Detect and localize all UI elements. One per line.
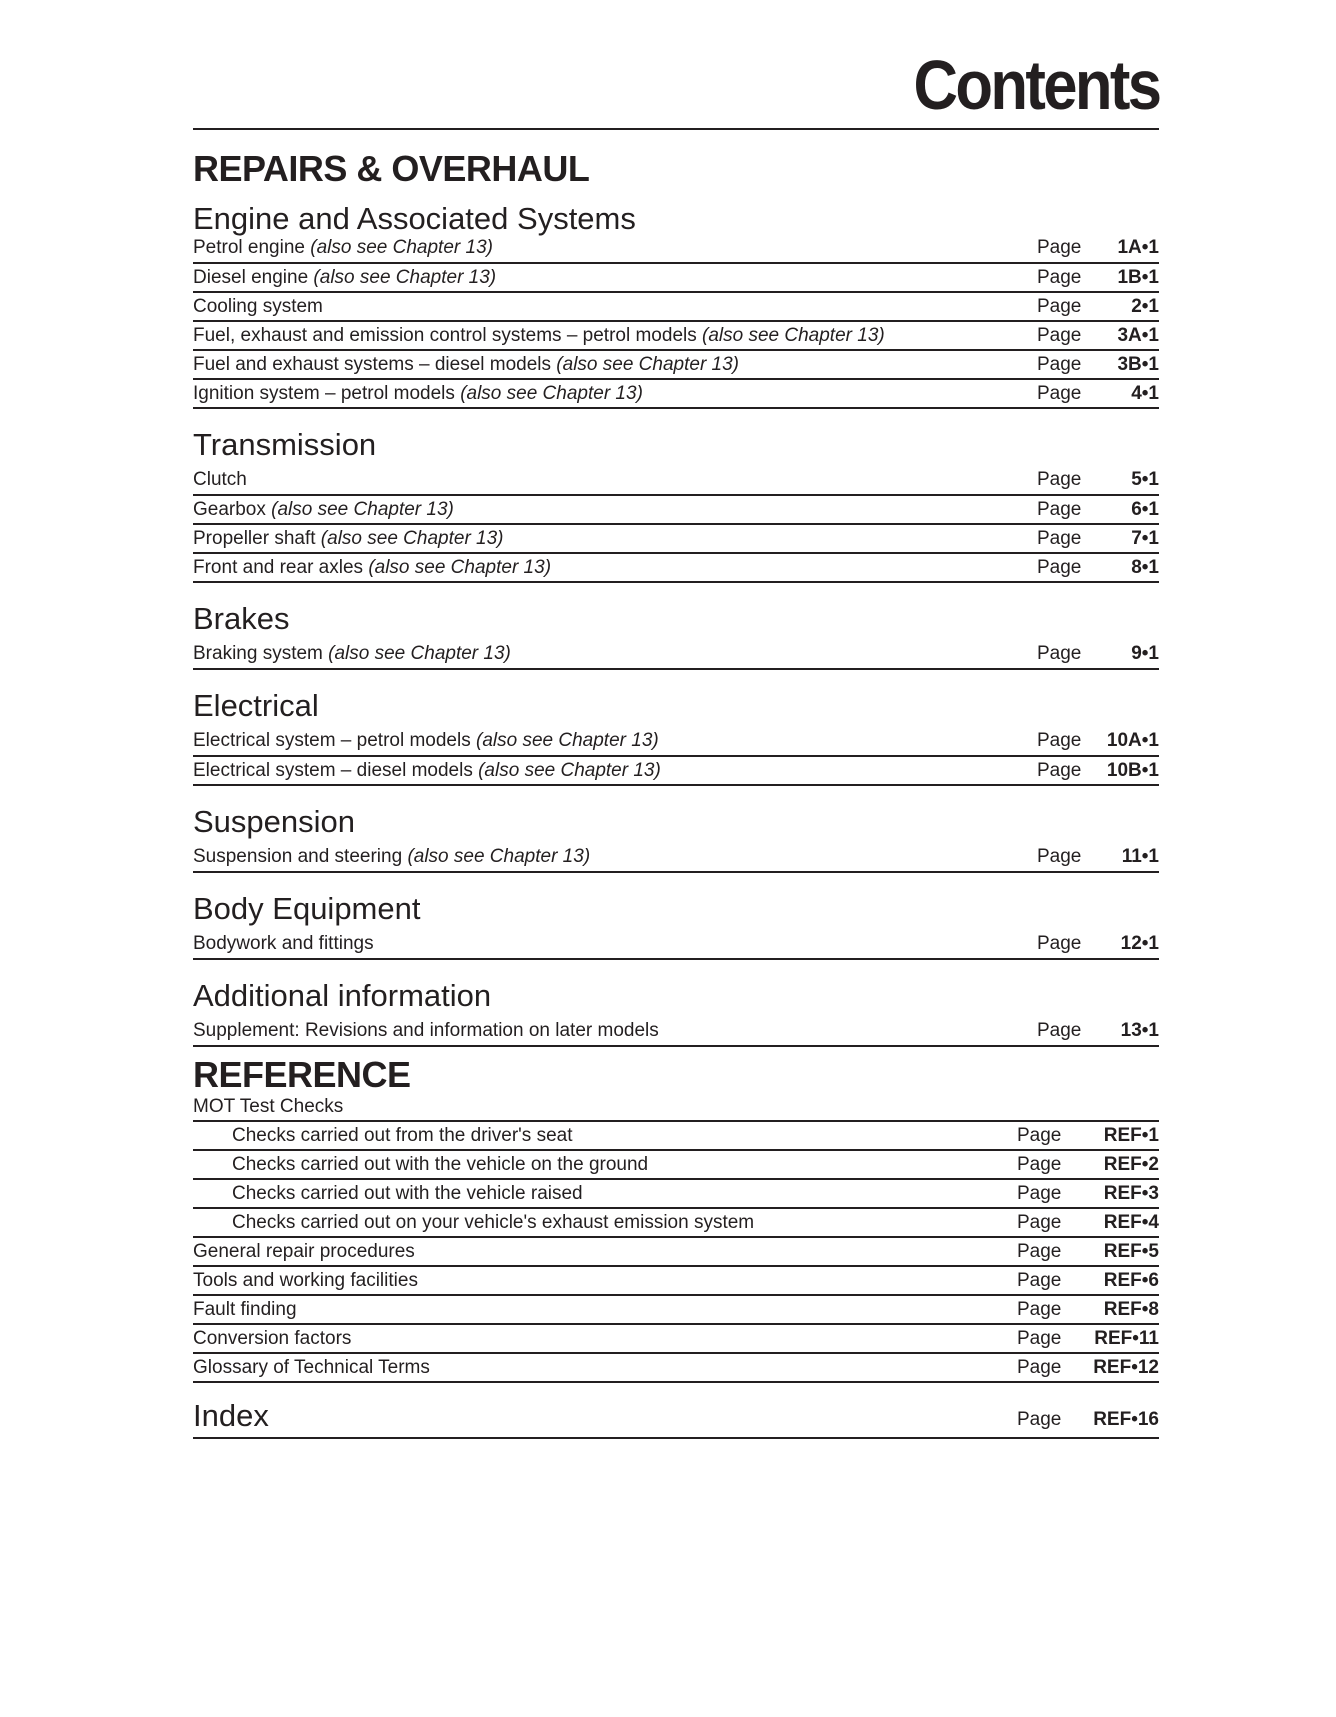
page-number: 3B•1 [1117, 353, 1159, 375]
entry-note: (also see Chapter 13) [271, 498, 454, 520]
page-label: Page [1017, 1240, 1062, 1262]
page-number: REF•16 [1093, 1409, 1159, 1430]
page-label: Page [1017, 1153, 1062, 1175]
toc-entry[interactable] [193, 757, 1159, 786]
entry-label [193, 1020, 1037, 1042]
toc-entry[interactable] [193, 293, 1159, 322]
entry-text: Gearbox [193, 498, 272, 520]
page-label: Page [1017, 1409, 1062, 1430]
page-label: Page [1037, 468, 1082, 490]
entry-note: (also see Chapter 13) [310, 236, 493, 258]
contents-body [193, 130, 1159, 1439]
page-number: 11•1 [1121, 845, 1159, 867]
entry-label [193, 383, 1037, 405]
page-title: Contents [913, 46, 1159, 124]
toc-section [193, 670, 1159, 786]
page-number: 4•1 [1131, 382, 1159, 404]
entry-text: Supplement: Revisions and information on later models [193, 1019, 659, 1041]
entry-label: Tools and working facilities [193, 1269, 418, 1291]
toc-entry[interactable] [193, 322, 1159, 351]
page-label: Page [1037, 759, 1082, 781]
entry-text: Front and rear axles [193, 556, 369, 578]
page-number: 3A•1 [1117, 324, 1159, 346]
toc-entry[interactable] [193, 264, 1159, 293]
toc-entry[interactable] [193, 1016, 1159, 1047]
entry-text: Electrical system – petrol models [193, 729, 476, 751]
toc-entry[interactable] [193, 726, 1159, 757]
index-entry[interactable] [193, 1383, 1159, 1439]
entry-label [193, 267, 1037, 289]
page-number: 10B•1 [1106, 759, 1159, 781]
page-number: REF•3 [1103, 1182, 1159, 1204]
entry-label: Glossary of Technical Terms [193, 1356, 430, 1378]
entry-label [193, 528, 1037, 550]
section-title: Transmission [193, 427, 377, 462]
entry-label [193, 296, 1037, 318]
entry-label: Conversion factors [193, 1327, 352, 1349]
page-label: Page [1017, 1124, 1062, 1146]
entry-text: Propeller shaft [193, 527, 321, 549]
entry-label: Checks carried out from the driver's seat [232, 1124, 573, 1146]
section-title: Suspension [193, 804, 356, 839]
toc-entry[interactable] [193, 1325, 1159, 1354]
page-number: 6•1 [1131, 498, 1159, 520]
entry-label: Checks carried out with the vehicle raised [232, 1182, 583, 1204]
toc-entry[interactable] [193, 1296, 1159, 1325]
toc-entry[interactable] [193, 1180, 1159, 1209]
entry-note: (also see Chapter 13) [460, 382, 643, 404]
toc-entry[interactable] [193, 380, 1159, 409]
page-label: Page [1037, 382, 1082, 404]
entry-label [193, 846, 1037, 868]
reference-heading: REFERENCE [193, 1054, 411, 1095]
page-number: REF•1 [1103, 1124, 1159, 1146]
entry-text: Cooling system [193, 295, 323, 317]
page-label: Page [1017, 1298, 1062, 1320]
index-title: Index [193, 1398, 269, 1433]
toc-section [193, 409, 1159, 583]
toc-entry[interactable] [193, 1151, 1159, 1180]
page-label: Page [1037, 324, 1082, 346]
entry-note: (also see Chapter 13) [328, 642, 511, 664]
page-number: REF•4 [1103, 1211, 1159, 1233]
entry-text: Diesel engine [193, 266, 314, 288]
toc-entry[interactable] [193, 496, 1159, 525]
page-number: 8•1 [1131, 556, 1159, 578]
entry-text: Bodywork and fittings [193, 932, 374, 954]
entry-label: Fault finding [193, 1298, 297, 1320]
page-number: REF•11 [1094, 1327, 1159, 1349]
entry-label [193, 325, 1037, 347]
entry-label [193, 760, 1037, 782]
toc-entry[interactable] [193, 1267, 1159, 1296]
entry-note: (also see Chapter 13) [476, 729, 659, 751]
entry-text: Suspension and steering [193, 845, 408, 867]
page-label: Page [1037, 295, 1082, 317]
toc-entry[interactable] [193, 554, 1159, 583]
entry-label [193, 933, 1037, 955]
entry-text: Electrical system – diesel models [193, 759, 479, 781]
section-title: Brakes [193, 601, 290, 636]
toc-entry[interactable] [193, 525, 1159, 554]
page-label: Page [1037, 556, 1082, 578]
mot-heading: MOT Test Checks [193, 1093, 1159, 1122]
page-number: 1A•1 [1117, 236, 1159, 258]
mot-entries [193, 1122, 1159, 1238]
section-title: Electrical [193, 688, 319, 723]
page-label: Page [1037, 236, 1082, 258]
section-title: Engine and Associated Systems [193, 201, 636, 236]
page-number: 5•1 [1131, 468, 1159, 490]
page-label: Page [1037, 642, 1082, 664]
entry-label [193, 469, 1037, 491]
entry-note: (also see Chapter 13) [556, 353, 740, 375]
section-title: Body Equipment [193, 891, 421, 926]
entry-label [193, 730, 1037, 752]
page-number: REF•2 [1103, 1153, 1159, 1175]
entry-text: Petrol engine [193, 236, 311, 258]
entry-label [193, 643, 1037, 665]
toc-entry[interactable] [193, 1238, 1159, 1267]
page-number: 2•1 [1131, 295, 1159, 317]
entry-text: Fuel, exhaust and emission control systems – petrol models [193, 324, 703, 346]
page-label: Page [1017, 1269, 1062, 1291]
entry-text: Braking system [193, 642, 329, 664]
page-label: Page [1017, 1356, 1062, 1378]
page-number: 13•1 [1120, 1019, 1159, 1041]
page-label: Page [1037, 353, 1082, 375]
toc-section [193, 188, 1159, 409]
toc-entry[interactable] [193, 639, 1159, 670]
page-label: Page [1017, 1327, 1062, 1349]
toc-entry[interactable] [193, 1122, 1159, 1151]
toc-entry[interactable] [193, 1209, 1159, 1238]
entry-note: (also see Chapter 13) [368, 556, 552, 578]
page-label: Page [1037, 845, 1082, 867]
toc-entry[interactable] [193, 929, 1159, 960]
entry-label: Checks carried out with the vehicle on the ground [232, 1153, 649, 1175]
toc-section [193, 786, 1159, 873]
repairs-sections [193, 188, 1159, 1047]
page-number: REF•8 [1103, 1298, 1159, 1320]
toc-section [193, 960, 1159, 1047]
entry-text: Fuel and exhaust systems – diesel models [193, 353, 557, 375]
toc-entry[interactable] [193, 351, 1159, 380]
page-label: Page [1037, 1019, 1082, 1041]
page-number: REF•6 [1103, 1269, 1159, 1291]
toc-entry[interactable] [193, 1354, 1159, 1383]
repairs-heading: REPAIRS & OVERHAUL [193, 148, 590, 189]
page-label: Page [1037, 932, 1082, 954]
toc-entry[interactable] [193, 842, 1159, 873]
page-label: Page [1037, 729, 1082, 751]
toc-section [193, 873, 1159, 960]
page-label: Page [1017, 1182, 1062, 1204]
entry-note: (also see Chapter 13) [702, 324, 885, 346]
entry-label: Checks carried out on your vehicle's exhaust emission system [232, 1211, 755, 1233]
page-number: 7•1 [1131, 527, 1159, 549]
section-title: Additional information [193, 978, 492, 1013]
toc-section [193, 583, 1159, 670]
entry-label: General repair procedures [193, 1240, 415, 1262]
toc-entry[interactable] [193, 465, 1159, 496]
page-number: 10A•1 [1106, 729, 1159, 751]
entry-text: Clutch [193, 468, 247, 490]
page-number: 1B•1 [1117, 266, 1159, 288]
page-number: REF•5 [1103, 1240, 1159, 1262]
entry-label [193, 354, 1037, 376]
entry-label [193, 499, 1037, 521]
toc-entry[interactable] [193, 233, 1159, 264]
page-label: Page [1037, 527, 1082, 549]
page-number: REF•12 [1093, 1356, 1159, 1378]
page-number: 12•1 [1120, 932, 1159, 954]
page-label: Page [1037, 498, 1082, 520]
entry-note: (also see Chapter 13) [478, 759, 661, 781]
reference-entries [193, 1238, 1159, 1383]
entry-note: (also see Chapter 13) [320, 527, 504, 549]
entry-note: (also see Chapter 13) [313, 266, 497, 288]
page-label: Page [1037, 266, 1082, 288]
entry-label [193, 557, 1037, 579]
entry-note: (also see Chapter 13) [407, 845, 591, 867]
entry-label [193, 237, 1037, 259]
page-label: Page [1017, 1211, 1062, 1233]
entry-text: Ignition system – petrol models [193, 382, 461, 404]
page-number: 9•1 [1131, 642, 1159, 664]
